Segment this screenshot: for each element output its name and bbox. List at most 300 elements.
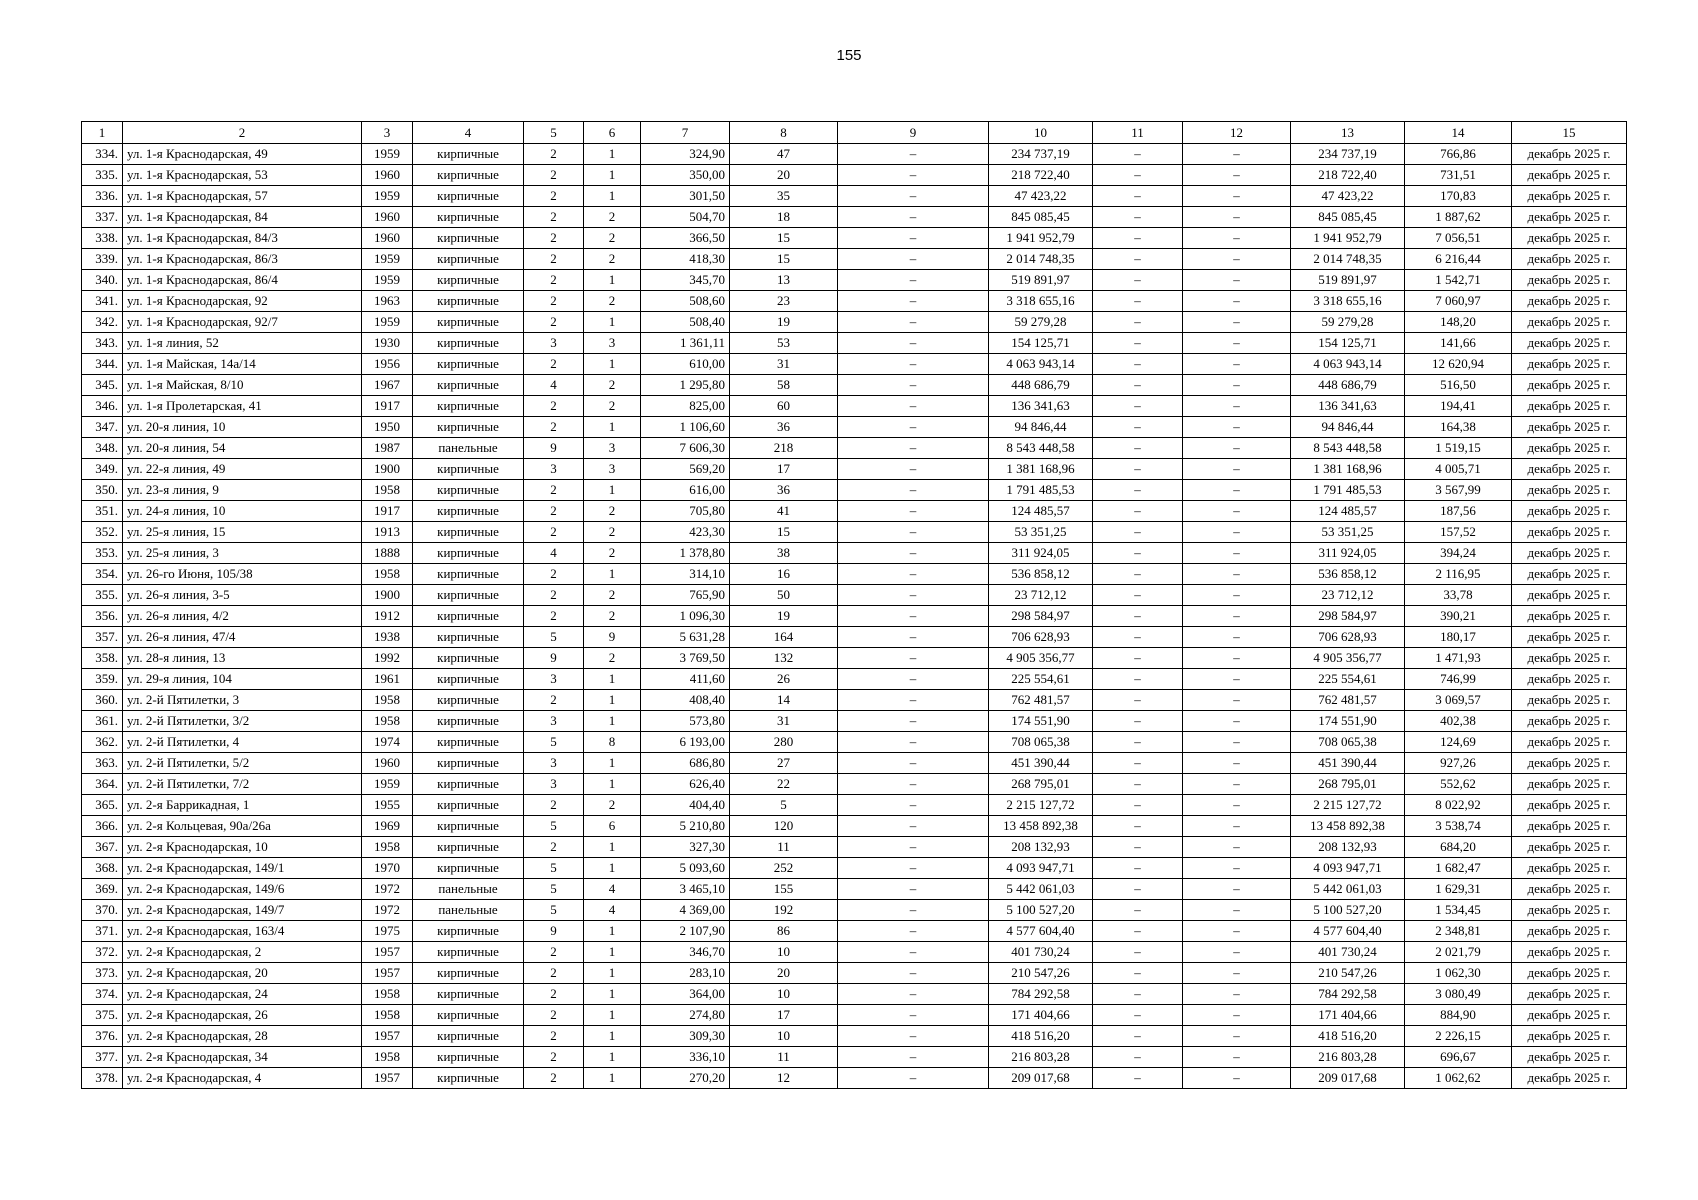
address-cell: ул. 2-я Краснодарская, 24 [123, 984, 362, 1005]
wall-material-cell: кирпичные [413, 837, 524, 858]
total-cost-cell: 154 125,71 [1291, 333, 1405, 354]
floors-cell: 5 [524, 858, 584, 879]
area-cell: 336,10 [641, 1047, 730, 1068]
col-12-cell: – [1183, 333, 1291, 354]
address-cell: ул. 26-я линия, 47/4 [123, 627, 362, 648]
residents-cell: 218 [730, 438, 838, 459]
column-number-15: 15 [1512, 122, 1627, 144]
floors-cell: 2 [524, 480, 584, 501]
cost-cell: 209 017,68 [989, 1068, 1093, 1089]
cost-per-unit-cell: 148,20 [1405, 312, 1512, 333]
total-cost-cell: 268 795,01 [1291, 774, 1405, 795]
row-index-cell: 342. [82, 312, 123, 333]
row-index-cell: 360. [82, 690, 123, 711]
cost-cell: 225 554,61 [989, 669, 1093, 690]
col-12-cell: – [1183, 459, 1291, 480]
col-9-cell: – [838, 732, 989, 753]
table-row [82, 732, 1627, 753]
cost-cell: 536 858,12 [989, 564, 1093, 585]
col-9-cell: – [838, 837, 989, 858]
year-built-cell: 1912 [362, 606, 413, 627]
cost-cell: 216 803,28 [989, 1047, 1093, 1068]
table-row [82, 144, 1627, 165]
total-cost-cell: 1 791 485,53 [1291, 480, 1405, 501]
total-cost-cell: 4 905 356,77 [1291, 648, 1405, 669]
table-row [82, 585, 1627, 606]
floors-cell: 4 [524, 375, 584, 396]
completion-date-cell: декабрь 2025 г. [1512, 795, 1627, 816]
col-11-cell: – [1093, 732, 1183, 753]
wall-material-cell: кирпичные [413, 480, 524, 501]
cost-cell: 171 404,66 [989, 1005, 1093, 1026]
year-built-cell: 1957 [362, 1068, 413, 1089]
cost-cell: 268 795,01 [989, 774, 1093, 795]
area-cell: 573,80 [641, 711, 730, 732]
entrances-cell: 2 [584, 795, 641, 816]
wall-material-cell: кирпичные [413, 648, 524, 669]
completion-date-cell: декабрь 2025 г. [1512, 564, 1627, 585]
total-cost-cell: 5 442 061,03 [1291, 879, 1405, 900]
col-12-cell: – [1183, 921, 1291, 942]
floors-cell: 2 [524, 1047, 584, 1068]
total-cost-cell: 47 423,22 [1291, 186, 1405, 207]
address-cell: ул. 1-я Краснодарская, 92 [123, 291, 362, 312]
total-cost-cell: 216 803,28 [1291, 1047, 1405, 1068]
row-index-cell: 350. [82, 480, 123, 501]
col-9-cell: – [838, 354, 989, 375]
wall-material-cell: кирпичные [413, 543, 524, 564]
wall-material-cell: кирпичные [413, 585, 524, 606]
row-index-cell: 346. [82, 396, 123, 417]
area-cell: 705,80 [641, 501, 730, 522]
year-built-cell: 1987 [362, 438, 413, 459]
col-9-cell: – [838, 669, 989, 690]
floors-cell: 9 [524, 648, 584, 669]
cost-cell: 451 390,44 [989, 753, 1093, 774]
col-12-cell: – [1183, 1005, 1291, 1026]
entrances-cell: 1 [584, 669, 641, 690]
cost-per-unit-cell: 6 216,44 [1405, 249, 1512, 270]
residents-cell: 60 [730, 396, 838, 417]
year-built-cell: 1967 [362, 375, 413, 396]
col-12-cell: – [1183, 354, 1291, 375]
row-index-cell: 376. [82, 1026, 123, 1047]
floors-cell: 2 [524, 690, 584, 711]
address-cell: ул. 2-я Краснодарская, 10 [123, 837, 362, 858]
residents-cell: 10 [730, 984, 838, 1005]
wall-material-cell: кирпичные [413, 186, 524, 207]
col-11-cell: – [1093, 711, 1183, 732]
residents-cell: 23 [730, 291, 838, 312]
cost-cell: 448 686,79 [989, 375, 1093, 396]
col-12-cell: – [1183, 1026, 1291, 1047]
address-cell: ул. 23-я линия, 9 [123, 480, 362, 501]
col-9-cell: – [838, 501, 989, 522]
wall-material-cell: кирпичные [413, 1005, 524, 1026]
col-9-cell: – [838, 1047, 989, 1068]
year-built-cell: 1959 [362, 186, 413, 207]
wall-material-cell: кирпичные [413, 1026, 524, 1047]
area-cell: 3 465,10 [641, 879, 730, 900]
col-12-cell: – [1183, 564, 1291, 585]
total-cost-cell: 225 554,61 [1291, 669, 1405, 690]
residents-cell: 53 [730, 333, 838, 354]
total-cost-cell: 4 063 943,14 [1291, 354, 1405, 375]
wall-material-cell: кирпичные [413, 375, 524, 396]
entrances-cell: 1 [584, 564, 641, 585]
year-built-cell: 1960 [362, 207, 413, 228]
address-cell: ул. 2-я Краснодарская, 163/4 [123, 921, 362, 942]
row-index-cell: 371. [82, 921, 123, 942]
col-12-cell: – [1183, 522, 1291, 543]
address-cell: ул. 1-я Краснодарская, 84/3 [123, 228, 362, 249]
col-12-cell: – [1183, 648, 1291, 669]
total-cost-cell: 13 458 892,38 [1291, 816, 1405, 837]
total-cost-cell: 94 846,44 [1291, 417, 1405, 438]
residents-cell: 11 [730, 1047, 838, 1068]
row-index-cell: 351. [82, 501, 123, 522]
col-11-cell: – [1093, 606, 1183, 627]
year-built-cell: 1959 [362, 270, 413, 291]
address-cell: ул. 2-я Краснодарская, 2 [123, 942, 362, 963]
total-cost-cell: 1 941 952,79 [1291, 228, 1405, 249]
address-cell: ул. 1-я Краснодарская, 84 [123, 207, 362, 228]
address-cell: ул. 2-я Баррикадная, 1 [123, 795, 362, 816]
residents-cell: 36 [730, 417, 838, 438]
wall-material-cell: панельные [413, 438, 524, 459]
row-index-cell: 358. [82, 648, 123, 669]
cost-per-unit-cell: 1 519,15 [1405, 438, 1512, 459]
col-9-cell: – [838, 459, 989, 480]
row-index-cell: 343. [82, 333, 123, 354]
table-row [82, 564, 1627, 585]
wall-material-cell: кирпичные [413, 564, 524, 585]
table-row [82, 963, 1627, 984]
col-9-cell: – [838, 543, 989, 564]
table-row [82, 753, 1627, 774]
area-cell: 508,40 [641, 312, 730, 333]
table-row [82, 354, 1627, 375]
address-cell: ул. 2-я Краснодарская, 149/1 [123, 858, 362, 879]
row-index-cell: 356. [82, 606, 123, 627]
total-cost-cell: 784 292,58 [1291, 984, 1405, 1005]
cost-per-unit-cell: 3 567,99 [1405, 480, 1512, 501]
col-12-cell: – [1183, 186, 1291, 207]
completion-date-cell: декабрь 2025 г. [1512, 732, 1627, 753]
col-9-cell: – [838, 690, 989, 711]
floors-cell: 2 [524, 417, 584, 438]
cost-per-unit-cell: 8 022,92 [1405, 795, 1512, 816]
cost-per-unit-cell: 927,26 [1405, 753, 1512, 774]
cost-cell: 23 712,12 [989, 585, 1093, 606]
entrances-cell: 2 [584, 606, 641, 627]
area-cell: 404,40 [641, 795, 730, 816]
entrances-cell: 1 [584, 270, 641, 291]
area-cell: 364,00 [641, 984, 730, 1005]
col-11-cell: – [1093, 1047, 1183, 1068]
area-cell: 327,30 [641, 837, 730, 858]
row-index-cell: 369. [82, 879, 123, 900]
col-11-cell: – [1093, 291, 1183, 312]
residents-cell: 22 [730, 774, 838, 795]
floors-cell: 9 [524, 438, 584, 459]
cost-per-unit-cell: 187,56 [1405, 501, 1512, 522]
floors-cell: 3 [524, 669, 584, 690]
year-built-cell: 1955 [362, 795, 413, 816]
area-cell: 324,90 [641, 144, 730, 165]
col-12-cell: – [1183, 984, 1291, 1005]
row-index-cell: 353. [82, 543, 123, 564]
residents-cell: 10 [730, 1026, 838, 1047]
table-row [82, 375, 1627, 396]
table-row [82, 228, 1627, 249]
cost-per-unit-cell: 1 471,93 [1405, 648, 1512, 669]
completion-date-cell: декабрь 2025 г. [1512, 963, 1627, 984]
col-12-cell: – [1183, 963, 1291, 984]
row-index-cell: 338. [82, 228, 123, 249]
entrances-cell: 2 [584, 291, 641, 312]
residents-cell: 27 [730, 753, 838, 774]
cost-per-unit-cell: 1 062,62 [1405, 1068, 1512, 1089]
floors-cell: 5 [524, 900, 584, 921]
area-cell: 504,70 [641, 207, 730, 228]
cost-cell: 154 125,71 [989, 333, 1093, 354]
year-built-cell: 1975 [362, 921, 413, 942]
col-11-cell: – [1093, 648, 1183, 669]
completion-date-cell: декабрь 2025 г. [1512, 774, 1627, 795]
table-row [82, 711, 1627, 732]
address-cell: ул. 28-я линия, 13 [123, 648, 362, 669]
total-cost-cell: 53 351,25 [1291, 522, 1405, 543]
table-row [82, 291, 1627, 312]
residents-cell: 31 [730, 354, 838, 375]
year-built-cell: 1888 [362, 543, 413, 564]
address-cell: ул. 2-й Пятилетки, 4 [123, 732, 362, 753]
col-11-cell: – [1093, 921, 1183, 942]
year-built-cell: 1960 [362, 165, 413, 186]
table-row [82, 1047, 1627, 1068]
column-number-3: 3 [362, 122, 413, 144]
row-index-cell: 368. [82, 858, 123, 879]
col-9-cell: – [838, 921, 989, 942]
cost-cell: 5 100 527,20 [989, 900, 1093, 921]
floors-cell: 2 [524, 165, 584, 186]
col-9-cell: – [838, 270, 989, 291]
column-number-8: 8 [730, 122, 838, 144]
col-9-cell: – [838, 627, 989, 648]
wall-material-cell: кирпичные [413, 858, 524, 879]
residents-cell: 38 [730, 543, 838, 564]
col-12-cell: – [1183, 816, 1291, 837]
address-cell: ул. 1-я Майская, 14а/14 [123, 354, 362, 375]
floors-cell: 5 [524, 879, 584, 900]
total-cost-cell: 234 737,19 [1291, 144, 1405, 165]
col-9-cell: – [838, 291, 989, 312]
floors-cell: 2 [524, 354, 584, 375]
table-row [82, 606, 1627, 627]
cost-cell: 311 924,05 [989, 543, 1093, 564]
wall-material-cell: кирпичные [413, 291, 524, 312]
completion-date-cell: декабрь 2025 г. [1512, 543, 1627, 564]
completion-date-cell: декабрь 2025 г. [1512, 900, 1627, 921]
wall-material-cell: кирпичные [413, 711, 524, 732]
year-built-cell: 1900 [362, 585, 413, 606]
cost-cell: 234 737,19 [989, 144, 1093, 165]
entrances-cell: 9 [584, 627, 641, 648]
area-cell: 7 606,30 [641, 438, 730, 459]
col-12-cell: – [1183, 627, 1291, 648]
cost-cell: 218 722,40 [989, 165, 1093, 186]
area-cell: 5 210,80 [641, 816, 730, 837]
floors-cell: 2 [524, 501, 584, 522]
wall-material-cell: кирпичные [413, 816, 524, 837]
cost-cell: 53 351,25 [989, 522, 1093, 543]
cost-cell: 519 891,97 [989, 270, 1093, 291]
floors-cell: 2 [524, 1026, 584, 1047]
total-cost-cell: 5 100 527,20 [1291, 900, 1405, 921]
entrances-cell: 1 [584, 1047, 641, 1068]
total-cost-cell: 218 722,40 [1291, 165, 1405, 186]
floors-cell: 3 [524, 333, 584, 354]
col-9-cell: – [838, 858, 989, 879]
cost-per-unit-cell: 194,41 [1405, 396, 1512, 417]
col-12-cell: – [1183, 690, 1291, 711]
cost-per-unit-cell: 731,51 [1405, 165, 1512, 186]
floors-cell: 2 [524, 207, 584, 228]
col-12-cell: – [1183, 711, 1291, 732]
area-cell: 610,00 [641, 354, 730, 375]
wall-material-cell: кирпичные [413, 732, 524, 753]
completion-date-cell: декабрь 2025 г. [1512, 228, 1627, 249]
cost-per-unit-cell: 157,52 [1405, 522, 1512, 543]
year-built-cell: 1900 [362, 459, 413, 480]
total-cost-cell: 401 730,24 [1291, 942, 1405, 963]
total-cost-cell: 209 017,68 [1291, 1068, 1405, 1089]
column-number-2: 2 [123, 122, 362, 144]
col-11-cell: – [1093, 522, 1183, 543]
floors-cell: 3 [524, 711, 584, 732]
wall-material-cell: панельные [413, 879, 524, 900]
floors-cell: 4 [524, 543, 584, 564]
col-9-cell: – [838, 396, 989, 417]
col-11-cell: – [1093, 963, 1183, 984]
total-cost-cell: 536 858,12 [1291, 564, 1405, 585]
address-cell: ул. 1-я Майская, 8/10 [123, 375, 362, 396]
area-cell: 5 631,28 [641, 627, 730, 648]
row-index-cell: 337. [82, 207, 123, 228]
col-9-cell: – [838, 333, 989, 354]
address-cell: ул. 2-й Пятилетки, 3 [123, 690, 362, 711]
row-index-cell: 375. [82, 1005, 123, 1026]
area-cell: 616,00 [641, 480, 730, 501]
cost-per-unit-cell: 12 620,94 [1405, 354, 1512, 375]
completion-date-cell: декабрь 2025 г. [1512, 711, 1627, 732]
completion-date-cell: декабрь 2025 г. [1512, 1047, 1627, 1068]
cost-per-unit-cell: 2 226,15 [1405, 1026, 1512, 1047]
residents-cell: 5 [730, 795, 838, 816]
cost-per-unit-cell: 124,69 [1405, 732, 1512, 753]
total-cost-cell: 762 481,57 [1291, 690, 1405, 711]
col-9-cell: – [838, 879, 989, 900]
col-12-cell: – [1183, 942, 1291, 963]
entrances-cell: 1 [584, 690, 641, 711]
entrances-cell: 3 [584, 333, 641, 354]
address-cell: ул. 1-я Пролетарская, 41 [123, 396, 362, 417]
area-cell: 270,20 [641, 1068, 730, 1089]
entrances-cell: 3 [584, 459, 641, 480]
cost-per-unit-cell: 164,38 [1405, 417, 1512, 438]
entrances-cell: 4 [584, 879, 641, 900]
cost-per-unit-cell: 33,78 [1405, 585, 1512, 606]
year-built-cell: 1958 [362, 1005, 413, 1026]
cost-per-unit-cell: 7 060,97 [1405, 291, 1512, 312]
area-cell: 5 093,60 [641, 858, 730, 879]
row-index-cell: 372. [82, 942, 123, 963]
entrances-cell: 1 [584, 165, 641, 186]
area-cell: 309,30 [641, 1026, 730, 1047]
cost-cell: 174 551,90 [989, 711, 1093, 732]
entrances-cell: 2 [584, 396, 641, 417]
col-11-cell: – [1093, 396, 1183, 417]
col-12-cell: – [1183, 585, 1291, 606]
col-11-cell: – [1093, 501, 1183, 522]
floors-cell: 5 [524, 816, 584, 837]
col-11-cell: – [1093, 984, 1183, 1005]
column-number-13: 13 [1291, 122, 1405, 144]
col-11-cell: – [1093, 333, 1183, 354]
year-built-cell: 1963 [362, 291, 413, 312]
entrances-cell: 2 [584, 648, 641, 669]
wall-material-cell: панельные [413, 900, 524, 921]
col-11-cell: – [1093, 375, 1183, 396]
wall-material-cell: кирпичные [413, 165, 524, 186]
col-9-cell: – [838, 417, 989, 438]
floors-cell: 2 [524, 942, 584, 963]
residents-cell: 155 [730, 879, 838, 900]
col-9-cell: – [838, 984, 989, 1005]
total-cost-cell: 4 093 947,71 [1291, 858, 1405, 879]
address-cell: ул. 2-я Краснодарская, 4 [123, 1068, 362, 1089]
wall-material-cell: кирпичные [413, 627, 524, 648]
row-index-cell: 348. [82, 438, 123, 459]
cost-per-unit-cell: 1 887,62 [1405, 207, 1512, 228]
completion-date-cell: декабрь 2025 г. [1512, 648, 1627, 669]
row-index-cell: 357. [82, 627, 123, 648]
row-index-cell: 363. [82, 753, 123, 774]
registry-table [81, 121, 1627, 1089]
col-9-cell: – [838, 249, 989, 270]
total-cost-cell: 124 485,57 [1291, 501, 1405, 522]
completion-date-cell: декабрь 2025 г. [1512, 312, 1627, 333]
table-row [82, 984, 1627, 1005]
wall-material-cell: кирпичные [413, 942, 524, 963]
area-cell: 765,90 [641, 585, 730, 606]
cost-per-unit-cell: 4 005,71 [1405, 459, 1512, 480]
total-cost-cell: 706 628,93 [1291, 627, 1405, 648]
wall-material-cell: кирпичные [413, 669, 524, 690]
year-built-cell: 1913 [362, 522, 413, 543]
col-9-cell: – [838, 774, 989, 795]
col-9-cell: – [838, 816, 989, 837]
floors-cell: 2 [524, 984, 584, 1005]
wall-material-cell: кирпичные [413, 984, 524, 1005]
completion-date-cell: декабрь 2025 г. [1512, 459, 1627, 480]
cost-per-unit-cell: 3 538,74 [1405, 816, 1512, 837]
residents-cell: 50 [730, 585, 838, 606]
wall-material-cell: кирпичные [413, 312, 524, 333]
year-built-cell: 1958 [362, 690, 413, 711]
cost-per-unit-cell: 1 629,31 [1405, 879, 1512, 900]
